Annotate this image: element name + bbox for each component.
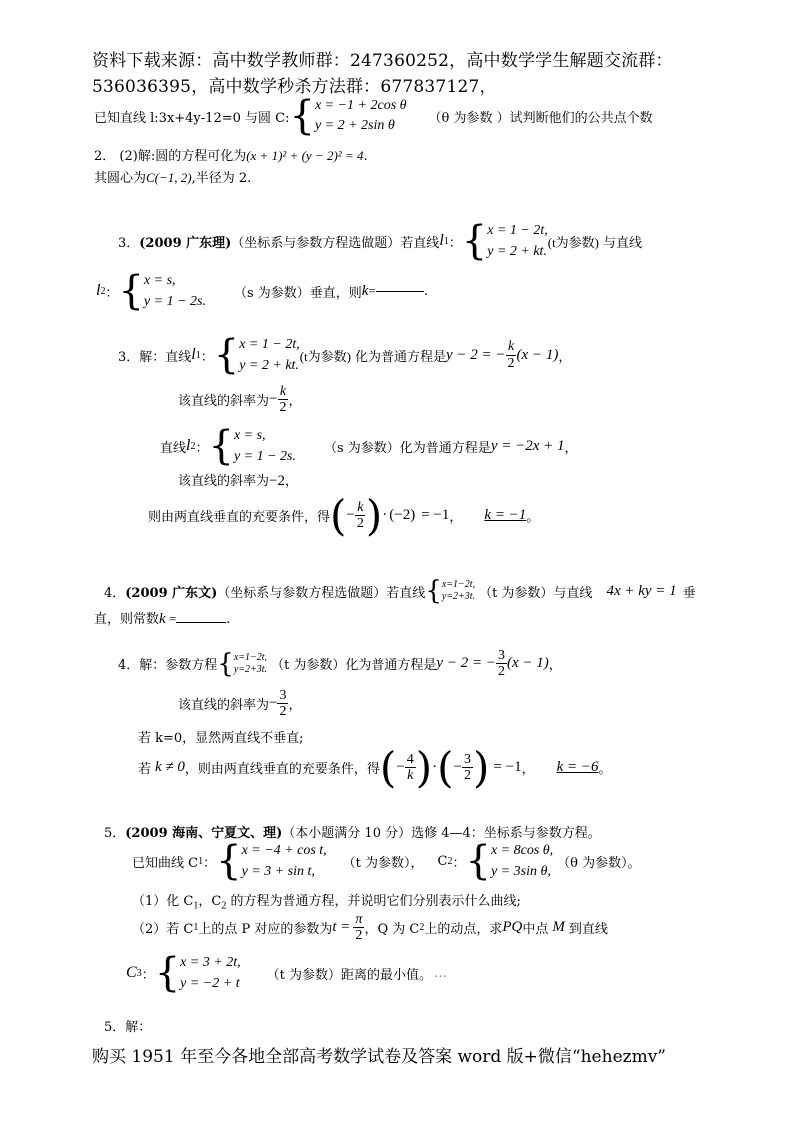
q3-source: (2009 广东理) <box>139 235 232 251</box>
q5-eq-y2: y = 3sin θ, <box>490 864 551 879</box>
s3-eq-y2: y = 1 − 2s. <box>233 449 296 464</box>
comma: ， <box>548 658 562 674</box>
q5-eq-y1: y = 3 + sin t, <box>241 864 315 879</box>
q5-eq-x1: x = −4 + cos t, <box>241 843 327 858</box>
q3-l1: l <box>439 232 444 249</box>
s3-system-2 <box>208 425 296 467</box>
brace: { <box>461 218 488 264</box>
header-line-1: 资料下载来源：高中数学教师群：247360252，高中数学学生解题交流群： <box>92 51 673 71</box>
s3-slope1-text: 该直线的斜率为 <box>178 394 270 410</box>
denominator: 2 <box>507 355 515 371</box>
brace: { <box>213 332 240 378</box>
solution-2-line2 <box>94 167 251 186</box>
q3-l2-sub: 2 <box>100 285 106 297</box>
s2-dot: . <box>363 149 368 164</box>
comma: ， <box>521 762 535 777</box>
question-5-part1 <box>132 890 521 912</box>
q5-param1: （t 为参数）， <box>342 855 424 871</box>
q4-dot: . <box>226 612 231 627</box>
q3-eq-x2: x = s, <box>143 273 176 288</box>
q5-text: （本小题满分 10 分）选修 4—4：坐标系与参数方程。 <box>282 826 601 841</box>
paren-close: ) <box>473 743 490 792</box>
denominator: k <box>407 768 414 783</box>
q3-param2: （s 为参数）垂直，则 <box>233 285 362 301</box>
question-4-cont <box>94 608 230 628</box>
s3-comma: ， <box>558 349 572 365</box>
q1-eq-x: x = −1 + 2cos θ <box>314 98 407 113</box>
solution-5-label: 5．解： <box>104 1020 152 1035</box>
s3-fraction-2 <box>277 384 288 416</box>
answer-blank <box>176 622 226 623</box>
s3-line2-lead: 直线 <box>160 440 187 456</box>
q3-eqsign: = <box>368 283 376 298</box>
q4-text: （坐标系与参数方程选做题）若直线 <box>217 585 426 601</box>
s4-eq-x: x=1−2t, <box>233 651 268 663</box>
q5-m: M <box>552 919 565 936</box>
q3-system-2 <box>118 270 206 312</box>
q4-tail: 垂 <box>682 585 696 601</box>
q4-source: (2009 广东文) <box>125 585 218 601</box>
q3-eq-y: y = 2 + kt. <box>487 244 547 259</box>
q4-line: 4x + ky = 1 <box>606 582 677 599</box>
q4-tail2: 直，则常数 <box>94 612 160 627</box>
s4-lead: 解：参数方程 <box>139 658 218 674</box>
s3-lhs: y − 2 = − <box>446 346 506 363</box>
q5-source: (2009 海南、宁夏文、理) <box>125 826 283 841</box>
q5-p2-g: 上的动点，求 <box>424 922 503 938</box>
s4-fraction-2 <box>277 688 288 720</box>
brace: { <box>118 268 144 314</box>
s2-equation: (x + 1)² + (y − 2)² = 4 <box>246 148 364 163</box>
solution-3-slope2 <box>178 470 298 490</box>
s4-number: 4． <box>118 658 140 674</box>
s4-fraction <box>496 648 507 680</box>
s4-param: （t 为参数）化为普通方程是 <box>271 658 437 674</box>
q4-number: 4． <box>104 585 126 601</box>
q5-p2-i: 中点 <box>522 922 549 938</box>
s2-text: 2． (2)解:圆的方程可化为 <box>94 149 247 164</box>
header-line-2: 536036395，高中数学秒杀方法群：677837127， <box>92 77 497 97</box>
q4-eq-y: y=2+3t. <box>441 591 476 602</box>
s4-rhs: (x − 1) <box>506 655 549 672</box>
footer-line: 购买 1951 年至今各地全部高考数学试卷及答案 word 版+微信“hehezmv” <box>92 1047 666 1067</box>
paren-open: ( <box>330 491 347 540</box>
paren-open: ( <box>437 743 454 792</box>
q5-system-c2 <box>466 840 554 882</box>
s3-slope2-value: −2 <box>269 473 285 489</box>
s3-answer: k = −1 <box>484 507 527 523</box>
question-5 <box>104 822 601 841</box>
q3-param: (t为参数) <box>547 234 600 250</box>
s3-mid: 化为普通方程是 <box>355 349 447 365</box>
q5-p1-c: ，C <box>198 894 222 909</box>
solution-4-case0: 若 k=0，显然两直线不垂直; <box>138 731 304 746</box>
s2-center: C(−1, 2) <box>146 170 192 185</box>
q3-l1-sub: 1 <box>443 235 449 247</box>
s4-fraction-b <box>462 752 473 784</box>
brace: { <box>216 838 242 884</box>
question-3-cont <box>96 270 428 312</box>
s4-fraction-a <box>405 752 416 784</box>
s3-param2: （s 为参数）化为普通方程是 <box>324 440 491 456</box>
brace: { <box>465 838 491 884</box>
q3-l2: l <box>96 282 101 299</box>
minus: − <box>269 391 278 408</box>
question-5-c3: C 3 ： { x = 3 + 2t, y = −2 + t （t 为参数）距离的最小值。 … <box>126 950 447 996</box>
q5-t-eq: t = <box>332 919 351 936</box>
denominator: 2 <box>279 704 287 720</box>
solution-3-condition <box>148 491 539 540</box>
minus: − <box>269 695 278 712</box>
q5-number: 5． <box>104 826 126 841</box>
s3-eq5: y = −2x + 1 <box>490 437 565 454</box>
times: · <box>382 507 388 523</box>
s2-center-label: 其圆心为 <box>94 171 147 186</box>
colon: ： <box>203 855 217 871</box>
s4-k-nonzero: k ≠ 0 <box>155 759 185 775</box>
q5-system-c3 <box>155 952 241 994</box>
q5-p1-e: 的方程为普通方程，并说明它们分别表示什么曲线; <box>226 894 521 909</box>
q5-p2-e: ，Q 为 C <box>364 922 420 938</box>
s3-l1-sub: 1 <box>195 349 201 361</box>
paren-close: ) <box>365 491 383 540</box>
s4-case1-text: ，则由两直线垂直的充要条件，得 <box>184 762 380 777</box>
q5-c2-lead: C <box>437 853 448 869</box>
question-3 <box>118 220 642 262</box>
q3-dot: . <box>423 283 428 299</box>
solution-4-slope <box>178 688 302 720</box>
brace: { <box>425 576 442 606</box>
comma: ， <box>564 440 578 456</box>
s4-eq-y: y=2+3t. <box>233 663 268 675</box>
sub: 1 <box>193 900 199 912</box>
s3-cond-text: 则由两直线垂直的充要条件，得 <box>148 510 331 525</box>
s2-radius: ,半径为 2. <box>191 171 252 186</box>
s3-rhs: (x − 1) <box>516 346 559 363</box>
numerator: 3 <box>279 688 287 703</box>
q5-c1-sub: 1 <box>198 855 204 867</box>
period: 。 <box>526 510 540 525</box>
brace: { <box>289 93 315 139</box>
numerator: k <box>507 339 515 355</box>
q3-number: 3． <box>118 235 140 251</box>
q5-mark: … <box>434 965 447 981</box>
denominator: 2 <box>497 664 505 680</box>
sub: 1 <box>193 922 199 934</box>
q5-param3: （t 为参数）距离的最小值。 <box>266 967 432 983</box>
q4-system <box>425 578 475 604</box>
q3-eq-y2: y = 1 − 2s. <box>143 294 206 309</box>
q5-pq: PQ <box>502 919 523 936</box>
question-5-curves <box>132 840 641 882</box>
q3-colon: ： <box>105 285 119 301</box>
sub: 2 <box>419 922 425 934</box>
minus: − <box>453 759 463 775</box>
q5-system-c1 <box>216 840 327 882</box>
comma: ， <box>449 510 463 525</box>
q1-prefix: 已知直线 l:3x+4y-12=0 与圆 C: <box>94 110 290 126</box>
q3-eq-x: x = 1 − 2t, <box>487 223 548 238</box>
q5-c1-lead: 已知曲线 C <box>132 855 199 871</box>
s4-slope-text: 该直线的斜率为 <box>178 698 270 714</box>
q3-k: k <box>361 282 369 299</box>
q5-p2-k: 到直线 <box>568 922 608 938</box>
comma: ， <box>284 474 298 489</box>
question-4 <box>104 578 696 604</box>
s3-fraction-3 <box>355 500 366 532</box>
question-1 <box>94 93 653 139</box>
s3-lead: 解：直线 <box>139 349 192 365</box>
solution-3-line2: 直线 l 2 ： { x = s, y = 1 − 2s. （s 为参数）化为普通方程是 y = −2x + 1 ， <box>160 423 578 469</box>
s3-eq-y: y = 2 + kt. <box>239 358 299 373</box>
s3-l1: l <box>191 346 196 363</box>
q4-param: （t 为参数）与直线 <box>479 585 593 601</box>
q5-c3: C <box>126 964 137 981</box>
s3-system <box>214 334 300 376</box>
denominator: 2 <box>355 928 363 944</box>
s3-eq-x2: x = s, <box>233 428 266 443</box>
numerator: π <box>355 912 363 927</box>
q5-p2-a: （2）若 C <box>132 922 194 938</box>
q1-suffix: （θ 为参数 ）试判断他们的公共点个数 <box>428 110 653 126</box>
paren-open: ( <box>379 743 397 792</box>
s3-neg2: (−2) <box>389 507 416 523</box>
denominator: 2 <box>279 400 287 416</box>
numerator: k <box>279 384 287 399</box>
s3-eq-x: x = 1 − 2t, <box>239 337 300 352</box>
paren-close: ) <box>415 743 433 792</box>
q3-tail: 与直线 <box>603 235 643 251</box>
s3-l2: l <box>186 437 191 454</box>
brace: { <box>154 950 181 996</box>
solution-3-line1: 3． 解：直线 l 1 ： { x = 1 − 2t, y = 2 + kt. (t为参数) 化为普通方程是 y − 2 = − $\frac{k}{2}$ (x − 1) ， <box>118 332 572 378</box>
comma: ， <box>288 394 302 410</box>
q5-eq-x2: x = 8cos θ, <box>490 843 554 858</box>
q5-c2-sub: 2 <box>447 855 453 867</box>
solution-2-line1 <box>94 145 368 164</box>
s4-lhs: y − 2 = − <box>436 655 496 672</box>
numerator: 4 <box>406 751 414 767</box>
solution-3-slope1 <box>178 384 302 416</box>
s3-param: (t为参数) <box>299 348 351 364</box>
period: 。 <box>598 762 612 777</box>
q3-text: （坐标系与参数方程选做题）若直线 <box>231 235 440 251</box>
numerator: k <box>357 499 364 515</box>
s4-answer: k = −6 <box>556 759 599 775</box>
sub: 3 <box>136 967 142 979</box>
q3-system <box>462 220 548 262</box>
q4-k: k <box>159 611 166 627</box>
q4-eq-x: x=1−2t, <box>441 579 476 590</box>
q4-eqsign: = <box>165 611 177 626</box>
q1-system <box>289 93 407 139</box>
denominator: 2 <box>356 516 364 531</box>
answer-blank <box>376 291 424 292</box>
s3-number: 3． <box>118 349 140 365</box>
colon: ： <box>452 855 466 871</box>
q5-fraction <box>353 912 364 944</box>
s3-slope2-text: 该直线的斜率为 <box>178 474 270 489</box>
s3-l2-sub: 2 <box>190 440 196 452</box>
q3-colon: ： <box>448 235 462 251</box>
solution-4-line1 <box>118 648 562 680</box>
minus: − <box>396 759 405 775</box>
q1-eq-y: y = 2 + 2sin θ <box>314 118 395 133</box>
q5-p1-a: （1）化 C <box>132 894 194 909</box>
q5-eq-y3: y = −2 + t <box>180 976 240 991</box>
minus: − <box>346 507 355 523</box>
s4-eq: = −1 <box>493 759 522 775</box>
s3-fraction <box>506 339 517 371</box>
denominator: 2 <box>464 768 472 783</box>
sub: 2 <box>221 900 227 912</box>
q5-param2: （θ 为参数）。 <box>557 855 641 871</box>
question-5-part2 <box>132 912 608 944</box>
s4-system <box>217 648 268 679</box>
comma: ， <box>288 698 302 714</box>
times: · <box>432 759 438 775</box>
s4-case1-if: 若 <box>138 762 152 777</box>
brace: { <box>208 423 234 469</box>
solution-4-case1 <box>138 743 612 792</box>
s3-eq6: = −1 <box>421 507 450 523</box>
numerator: 3 <box>497 648 505 663</box>
brace: { <box>217 648 234 679</box>
q5-p2-c: 上的点 P 对应的参数为 <box>198 922 333 938</box>
numerator: 3 <box>464 751 472 767</box>
q5-eq-x3: x = 3 + 2t, <box>180 955 241 970</box>
